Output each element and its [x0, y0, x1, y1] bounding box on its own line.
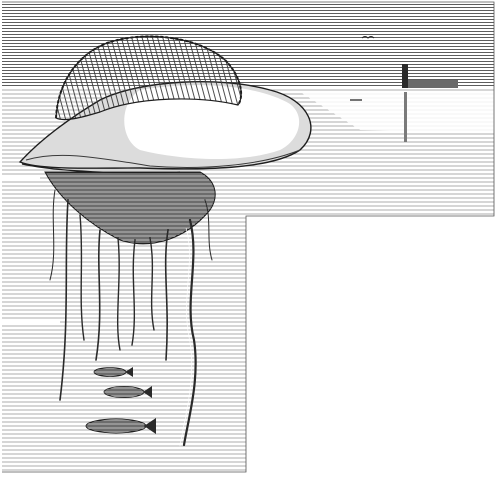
- blank-cutout: [247, 217, 500, 479]
- underwater: [2, 216, 246, 472]
